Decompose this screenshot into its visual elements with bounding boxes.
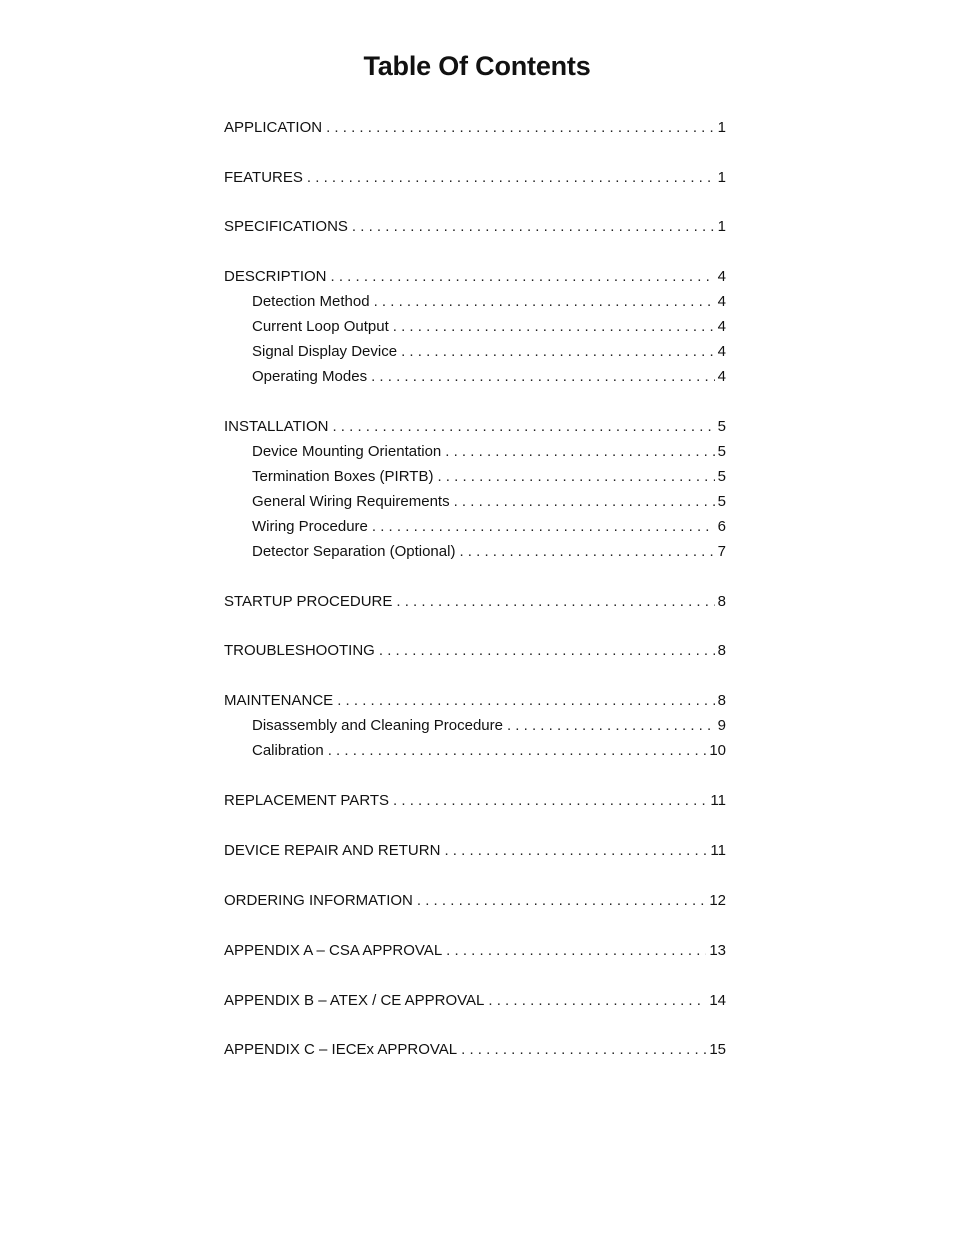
page-title: Table Of Contents [363,51,591,81]
toc-dot-leader [459,542,714,562]
toc-dot-leader [393,317,715,337]
toc-entry-page: 1 [717,169,726,186]
toc-entry-detector-separation[interactable] [252,542,726,562]
toc-entry-page: 6 [717,518,726,535]
toc-dot-leader [307,168,715,188]
toc-entry-label: Device Mounting Orientation [252,443,442,460]
toc-entry-page: 14 [709,992,726,1009]
toc-entry-page: 5 [717,418,726,435]
toc-entry-device-repair-return[interactable] [224,841,726,861]
toc-entry-page: 5 [717,493,726,510]
toc-entry-device-mounting-orientation[interactable] [252,442,726,462]
toc-entry-general-wiring-requirements[interactable] [252,492,726,512]
toc-entry-label: INSTALLATION [224,418,329,435]
toc-entry-label: TROUBLESHOOTING [224,642,375,659]
toc-entry-page: 10 [709,742,726,759]
toc-entry-page: 1 [717,218,726,235]
toc-entry-label: Detection Method [252,293,370,310]
toc-dot-leader [332,417,714,437]
toc-entry-replacement-parts[interactable] [224,791,726,811]
toc-dot-leader [372,517,715,537]
toc-entry-label: Signal Display Device [252,343,398,360]
toc-entry-detection-method[interactable] [252,292,726,312]
toc-dot-leader [437,467,714,487]
toc-entry-calibration[interactable] [252,741,726,761]
toc-entry-startup-procedure[interactable] [224,592,726,612]
toc-entry-description[interactable] [224,267,726,287]
toc-entry-page: 15 [709,1041,726,1058]
toc-entry-label: APPENDIX A – CSA APPROVAL [224,942,443,959]
toc-dot-leader [328,741,707,761]
toc-entry-label: APPENDIX C – IECEx APPROVAL [224,1041,458,1058]
toc-entry-label: Operating Modes [252,368,368,385]
toc-entry-page: 8 [717,593,726,610]
toc-dot-leader [379,641,715,661]
toc-entry-label: DESCRIPTION [224,268,327,285]
toc-entry-page: 4 [717,293,726,310]
toc-entry-label: Disassembly and Cleaning Procedure [252,717,503,734]
toc-entry-label: DEVICE REPAIR AND RETURN [224,842,441,859]
toc-entry-page: 11 [710,842,726,859]
toc-entry-label: APPENDIX B – ATEX / CE APPROVAL [224,992,485,1009]
toc-entry-page: 5 [717,443,726,460]
toc-entry-label: APPLICATION [224,119,323,136]
toc-entry-label: General Wiring Requirements [252,493,450,510]
toc-entry-page: 1 [717,119,726,136]
toc-entry-page: 4 [717,318,726,335]
toc-entry-termination-boxes[interactable] [252,467,726,487]
toc-entry-label: ORDERING INFORMATION [224,892,413,909]
toc-entry-wiring-procedure[interactable] [252,517,726,537]
toc-dot-leader [446,941,706,961]
toc-entry-specifications[interactable] [224,217,726,237]
toc-entry-page: 13 [709,942,726,959]
toc-entry-page: 7 [717,543,726,560]
toc-entry-label: MAINTENANCE [224,692,334,709]
toc-entry-page: 4 [717,368,726,385]
toc-dot-leader [454,492,715,512]
toc-entry-current-loop-output[interactable] [252,317,726,337]
toc-entry-installation[interactable] [224,417,726,437]
toc-entry-label: STARTUP PROCEDURE [224,593,393,610]
toc-entry-label: REPLACEMENT PARTS [224,792,390,809]
toc-dot-leader [393,791,707,811]
toc-dot-leader [331,267,715,287]
toc-entry-signal-display-device[interactable] [252,342,726,362]
toc-entry-label: Termination Boxes (PIRTB) [252,468,434,485]
toc-entry-appendix-b[interactable] [224,991,726,1011]
toc-dot-leader [488,991,706,1011]
toc-dot-leader [371,367,715,387]
toc-entry-label: SPECIFICATIONS [224,218,348,235]
toc-entry-disassembly-cleaning[interactable] [252,716,726,736]
toc-dot-leader [326,118,715,138]
toc-entry-maintenance[interactable] [224,691,726,711]
toc-entry-troubleshooting[interactable] [224,641,726,661]
toc-entry-appendix-c[interactable] [224,1040,726,1060]
toc-entry-label: Current Loop Output [252,318,389,335]
toc-entry-page: 12 [709,892,726,909]
toc-entry-label: Wiring Procedure [252,518,368,535]
toc-entry-ordering-information[interactable] [224,891,726,911]
toc-entry-page: 4 [717,343,726,360]
toc-entry-label: Detector Separation (Optional) [252,543,456,560]
toc-entry-page: 8 [717,692,726,709]
toc-dot-leader [417,891,706,911]
toc-dot-leader [374,292,715,312]
toc-entry-page: 11 [710,792,726,809]
toc-entry-label: FEATURES [224,169,303,186]
toc-dot-leader [461,1040,706,1060]
toc-entry-application[interactable] [224,118,726,138]
toc-dot-leader [337,691,714,711]
toc-entry-features[interactable] [224,168,726,188]
toc-dot-leader [401,342,715,362]
toc-dot-leader [396,592,714,612]
toc-dot-leader [445,442,714,462]
toc-entry-page: 5 [717,468,726,485]
toc-dot-leader [444,841,707,861]
toc-dot-leader [352,217,715,237]
toc-entry-page: 4 [717,268,726,285]
toc-entry-page: 9 [717,717,726,734]
toc-entry-label: Calibration [252,742,324,759]
toc-dot-leader [507,716,715,736]
toc-entry-page: 8 [717,642,726,659]
toc-entry-operating-modes[interactable] [252,367,726,387]
toc-entry-appendix-a[interactable] [224,941,726,961]
